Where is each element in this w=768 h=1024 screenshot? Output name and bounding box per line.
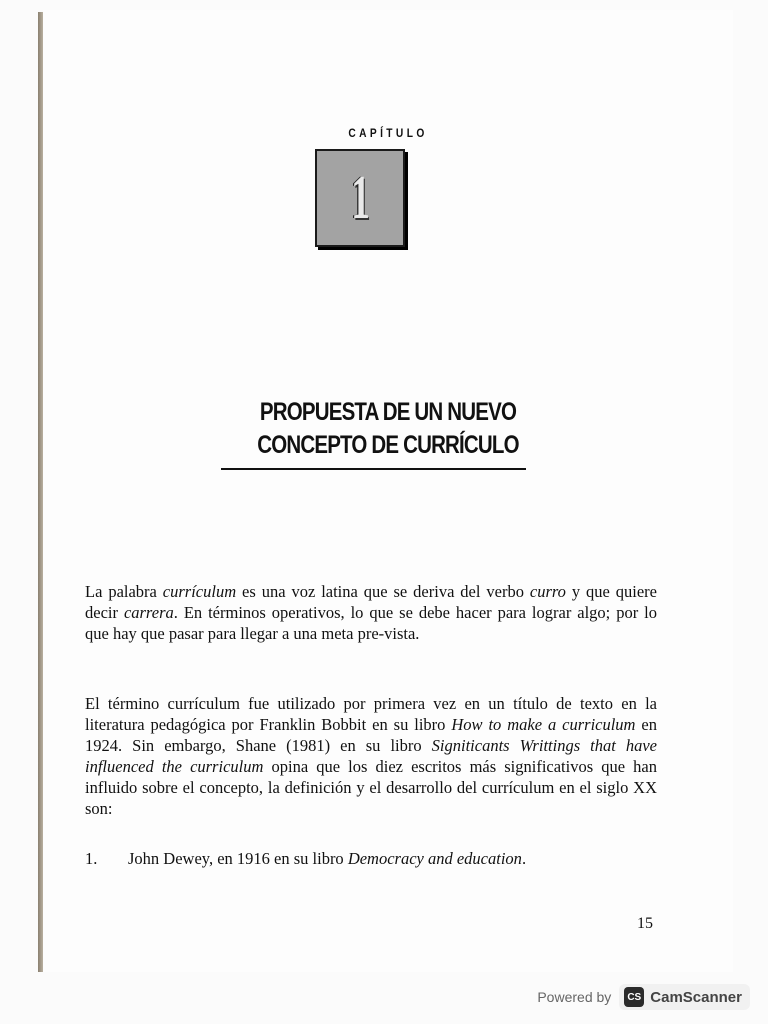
chapter-number: 1 xyxy=(350,163,370,232)
paragraph-1-italic: currículum xyxy=(162,582,237,601)
paragraph-1-italic: curro xyxy=(529,582,566,601)
list-item-number: 1. xyxy=(85,849,98,868)
paragraph-2-italic: How to make a curriculum xyxy=(451,715,636,734)
chapter-title xyxy=(43,396,733,462)
title-underline xyxy=(221,468,526,470)
page-number: 15 xyxy=(637,915,653,932)
paragraph-1-text: y que quiere decir xyxy=(85,582,657,622)
chapter-number-box xyxy=(315,149,405,247)
camscanner-logo-icon: CS xyxy=(624,987,644,1007)
list-item-end: . xyxy=(521,849,527,868)
paragraph-1-text: . En términos operativos, lo que se debe hacer para lograr algo; por lo que hay que pasar para llegar a una meta pre-vista. xyxy=(85,603,657,643)
chapter-label: CAPÍTULO xyxy=(348,126,428,140)
camscanner-watermark xyxy=(537,984,750,1010)
powered-by-label: Powered by xyxy=(537,989,612,1005)
paragraph-2-text: opina que los diez escritos más significativos que han influido sobre el concepto, la definición y el desarrollo del currículum en el siglo XX son: xyxy=(85,757,657,818)
camscanner-badge xyxy=(619,984,750,1010)
paragraph-2 xyxy=(85,693,657,819)
camscanner-brand: CamScanner xyxy=(650,988,742,1006)
chapter-title-line-1: PROPUESTA DE UN NUEVO xyxy=(259,398,517,426)
paragraph-1 xyxy=(85,581,657,644)
paragraph-2-text: en 1924. Sin embargo, Shane (1981) en su libro xyxy=(85,715,657,755)
paragraph-1-text: La palabra xyxy=(85,582,163,601)
document-page xyxy=(43,10,733,972)
list-item-text xyxy=(128,848,526,869)
list-item-italic: Democracy and education xyxy=(347,849,522,868)
paragraph-2-text: El término currículum fue utilizado por primera vez en un título de texto en la literatura pedagógica por Franklin Bobbit en su libro xyxy=(85,694,657,734)
paragraph-1-text: es una voz latina que se deriva del verbo xyxy=(236,582,530,601)
list-item-plain: John Dewey, en 1916 en su libro xyxy=(128,849,348,868)
paragraph-2-italic: Signiticants Writtings that have influenced the curriculum xyxy=(85,736,657,776)
paragraph-1-italic: carrera xyxy=(123,603,174,622)
chapter-title-line-2: CONCEPTO DE CURRÍCULO xyxy=(257,431,519,459)
